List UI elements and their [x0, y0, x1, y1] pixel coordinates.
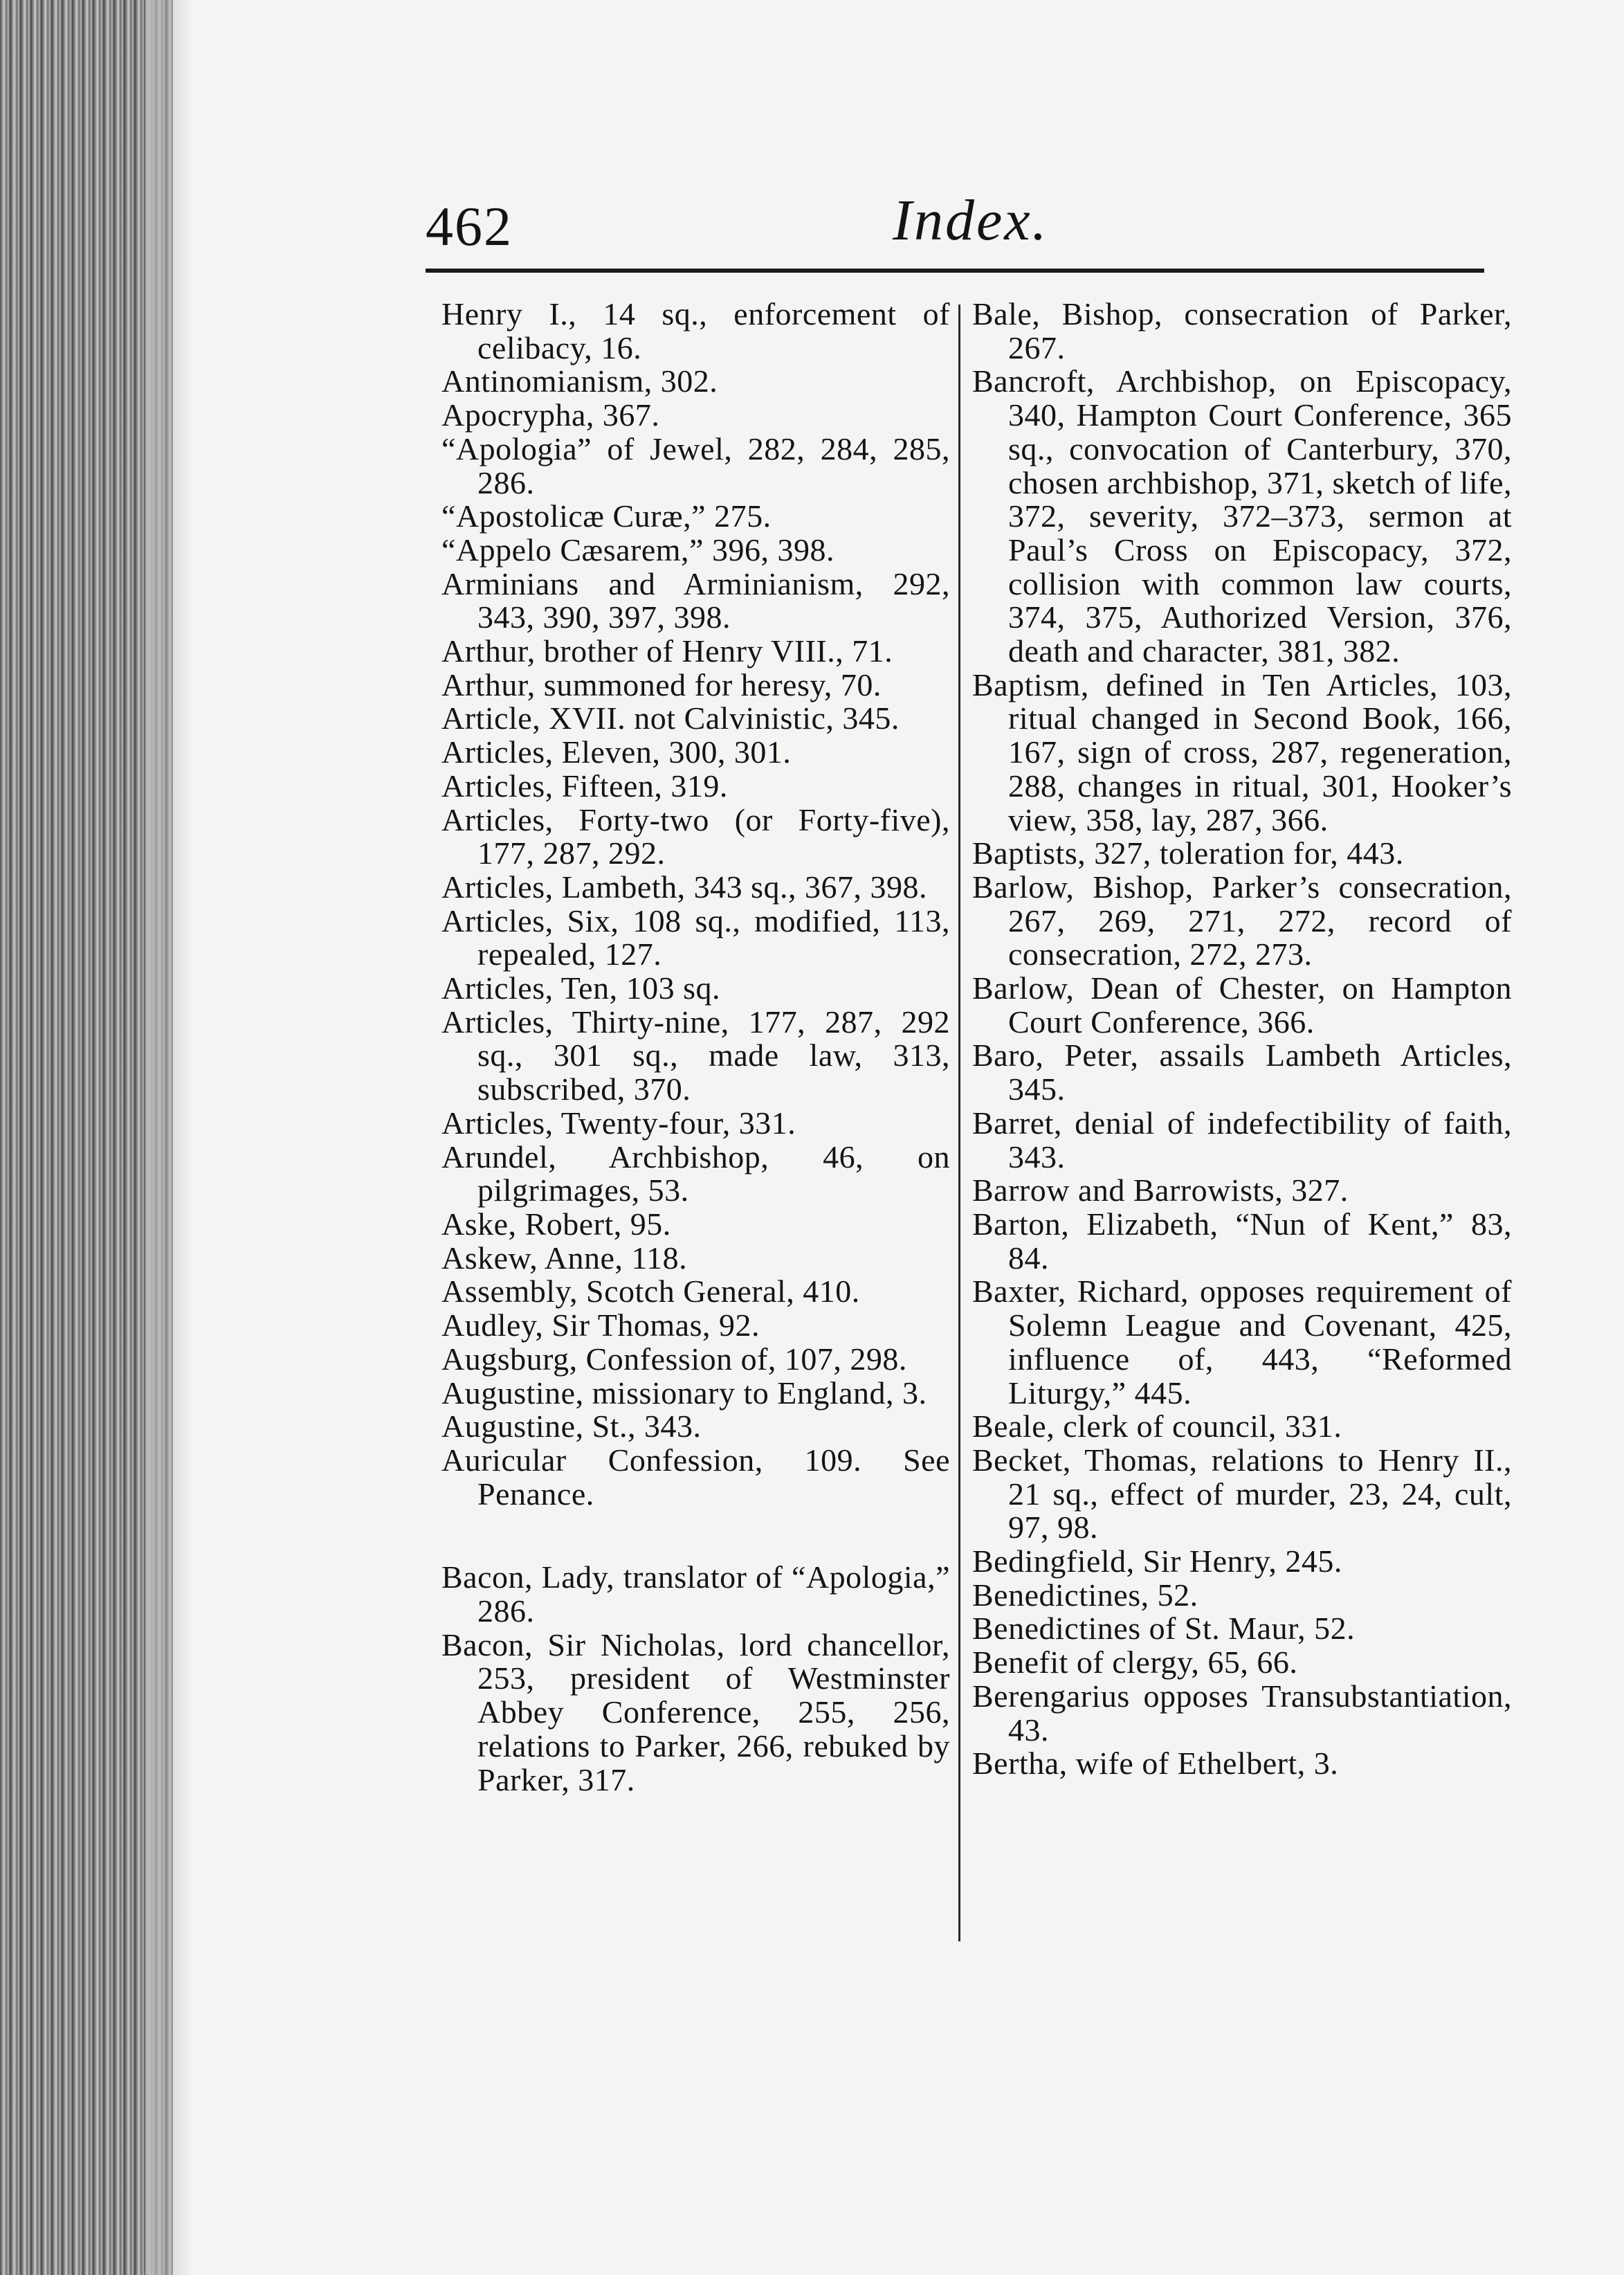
page-title: Index. — [893, 188, 1049, 253]
index-entry: Bertha, wife of Ethelbert, 3. — [972, 1746, 1339, 1782]
index-entry: Barlow, Bishop, Parker’s consecration, 267, 269, 271, 272, record of consecration, 272, 273. — [972, 869, 1512, 972]
index-entry: Henry I., 14 sq., enforcement of celibacy, 16. — [441, 296, 950, 365]
index-entry: Bale, Bishop, consecration of Parker, 267. — [972, 296, 1512, 365]
index-entry: “Apostolicæ Curæ,” 275. — [441, 498, 772, 534]
index-entry: Augsburg, Confession of, 107, 298. — [441, 1341, 907, 1377]
index-entry: Articles, Twenty-four, 331. — [441, 1105, 796, 1141]
index-entry: Baptism, defined in Ten Articles, 103, ritual changed in Second Book, 166, 167, sign of cross, 287, regeneration, 288, changes in ritual, 301, Hooker’s view, 358, lay, 287, 366. — [972, 667, 1512, 837]
index-entry: Articles, Thirty-nine, 177, 287, 292 sq., 301 sq., made law, 313, subscribed, 370. — [441, 1004, 950, 1107]
index-entry: “Apologia” of Jewel, 282, 284, 285, 286. — [441, 430, 950, 500]
index-right-column — [972, 298, 1512, 1781]
header-rule — [426, 269, 1484, 273]
index-entry: Berengarius opposes Transubstantiation, 43. — [972, 1678, 1512, 1748]
index-entry: Arundel, Archbishop, 46, on pilgrimages, 53. — [441, 1139, 950, 1208]
index-entry: Aske, Robert, 95. — [441, 1206, 671, 1242]
index-entry: Barlow, Dean of Chester, on Hampton Court Conference, 366. — [972, 970, 1512, 1040]
index-entry: Articles, Eleven, 300, 301. — [441, 734, 792, 770]
index-entry: Benedictines of St. Maur, 52. — [972, 1611, 1356, 1647]
index-entry: Baro, Peter, assails Lambeth Articles, 345. — [972, 1037, 1512, 1107]
index-entry: “Appelo Cæsarem,” 396, 398. — [441, 532, 834, 568]
index-entry: Benedictines, 52. — [972, 1577, 1198, 1613]
index-entry: Benefit of clergy, 65, 66. — [972, 1644, 1298, 1680]
column-divider — [958, 305, 960, 1941]
index-entry: Auricular Confession, 109. See Penance. — [441, 1442, 950, 1512]
index-entry: Apocrypha, 367. — [441, 397, 660, 433]
index-entry: Arthur, brother of Henry VIII., 71. — [441, 633, 893, 669]
index-entry: Audley, Sir Thomas, 92. — [441, 1307, 760, 1343]
binding-shadow — [145, 0, 194, 2275]
index-entry: Articles, Forty-two (or Forty-five), 177, 287, 292. — [441, 801, 950, 871]
index-entry: Barret, denial of indefectibility of faith, 343. — [972, 1105, 1512, 1175]
section-gap — [441, 1511, 950, 1561]
index-entry: Barrow and Barrowists, 327. — [972, 1172, 1349, 1208]
index-entry: Bacon, Sir Nicholas, lord chancellor, 253, president of Westminster Abbey Conference, 255, 256, relations to Parker, 266, rebuked by Parker, 317. — [441, 1626, 950, 1797]
index-entry: Baptists, 327, toleration for, 443. — [972, 835, 1404, 871]
index-entry: Arthur, summoned for heresy, 70. — [441, 667, 882, 703]
index-entry: Arminians and Arminianism, 292, 343, 390, 397, 398. — [441, 565, 950, 635]
index-entry: Becket, Thomas, relations to Henry II., 21 sq., effect of murder, 23, 24, cult, 97, 98. — [972, 1442, 1512, 1546]
index-entry: Bancroft, Archbishop, on Episcopacy, 340, Hampton Court Conference, 365 sq., convocation of Canterbury, 370, chosen archbishop, 371, sketch of life, 372, severity, 372–373, sermon at Paul’s Cross on Episcopacy, 372, collision with common law courts, 374, 375, Authorized Version, 376, death and character, 381, 382. — [972, 363, 1512, 669]
page-number: 462 — [426, 197, 513, 257]
index-entry: Beale, clerk of council, 331. — [972, 1408, 1342, 1444]
index-entry: Assembly, Scotch General, 410. — [441, 1274, 860, 1309]
index-entry: Articles, Six, 108 sq., modified, 113, repealed, 127. — [441, 903, 950, 972]
index-entry: Articles, Ten, 103 sq. — [441, 970, 720, 1006]
index-entry: Baxter, Richard, opposes requirement of Solemn League and Covenant, 425, influence of, 443, “Reformed Liturgy,” 445. — [972, 1274, 1512, 1411]
index-entry: Bedingfield, Sir Henry, 245. — [972, 1543, 1342, 1579]
index-entry: Barton, Elizabeth, “Nun of Kent,” 83, 84. — [972, 1206, 1512, 1276]
index-entry: Augustine, St., 343. — [441, 1408, 702, 1444]
index-left-column — [441, 298, 950, 1797]
index-entry: Augustine, missionary to England, 3. — [441, 1375, 927, 1411]
index-entry: Articles, Fifteen, 319. — [441, 768, 728, 804]
index-entry: Antinomianism, 302. — [441, 363, 718, 399]
index-entry: Articles, Lambeth, 343 sq., 367, 398. — [441, 869, 928, 905]
index-entry: Article, XVII. not Calvinistic, 345. — [441, 700, 900, 736]
index-entry: Bacon, Lady, translator of “Apologia,” 286. — [441, 1559, 950, 1629]
index-entry: Askew, Anne, 118. — [441, 1240, 688, 1276]
